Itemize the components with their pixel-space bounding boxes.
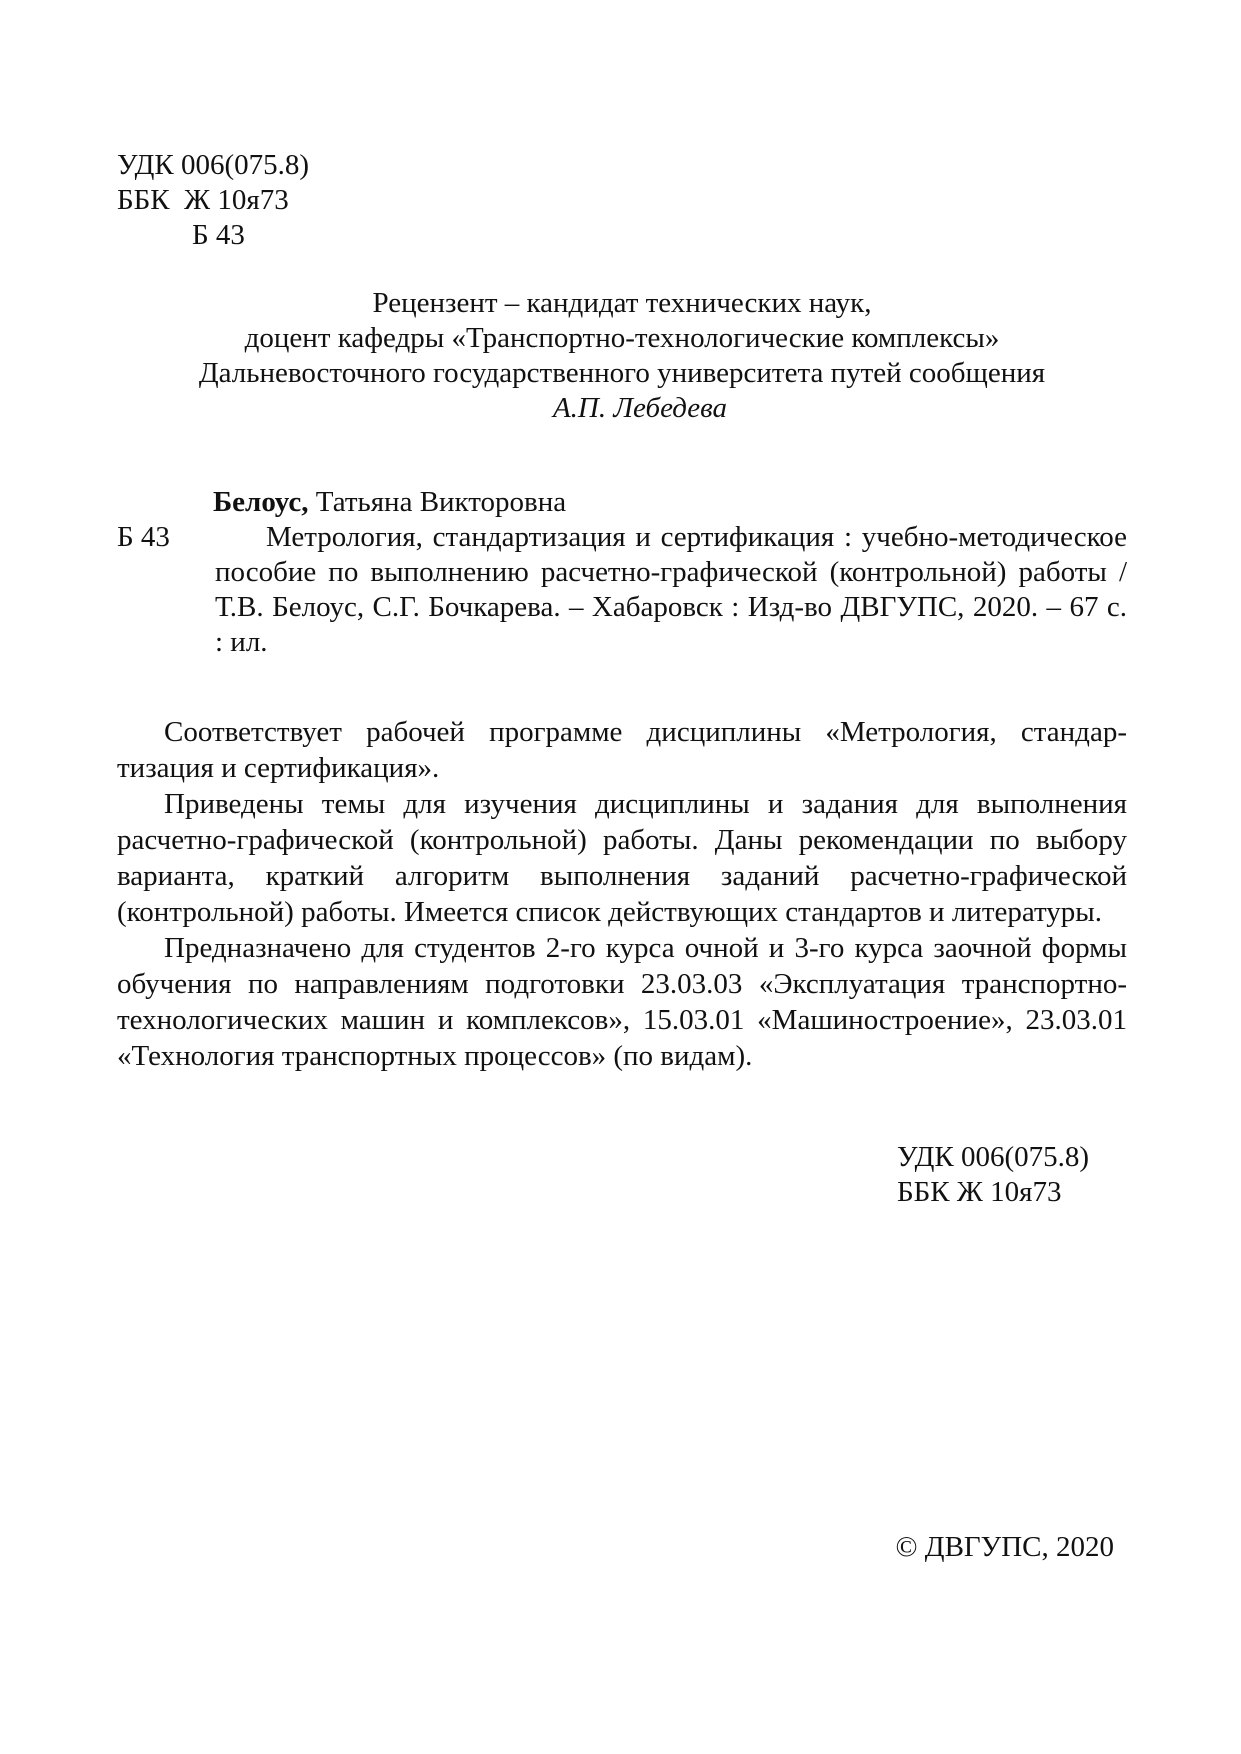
reviewer-line-2: доцент кафедры «Транспортно-технологические комплексы» <box>244 322 1000 354</box>
reviewer-line-1: Рецензент – кандидат технических наук, <box>372 287 872 319</box>
classification-codes-top <box>117 148 309 253</box>
annotation-paragraph: Соответствует рабочей программе дисциплины «Метрология, стандартизация и сертификация». <box>117 716 1127 784</box>
reviewer-name: А.П. Лебедева <box>552 392 728 424</box>
author-surname: Белоус, <box>213 486 309 518</box>
annotation-paragraph: Предназначено для студентов 2-го курса очной и 3-го курса заочной формы обучения по направлениям подготовки 23.03.03 «Эксплуатация транспортно-технологических машин и комплексов», 15.03.01 «Машиностроение», 23.03.01 «Технология транспортных процессов» (по видам). <box>117 932 1127 1072</box>
udk-code: УДК 006(075.8) <box>117 149 310 181</box>
annotation <box>117 714 1127 1074</box>
reviewer-line-3: Дальневосточного государственного университета путей сообщения <box>198 357 1046 389</box>
shelf-code: Б 43 <box>192 219 245 251</box>
annotation-paragraph: Приведены темы для изучения дисциплины и задания для выполнения расчетно-графической (контрольной) работы. Даны рекомендации по выбору варианта, краткий алгоритм выполнения заданий расчетно-графической (контрольной) работы. Имеется список действующих стандартов и литературы. <box>117 788 1127 928</box>
copyright-notice: © ДВГУПС, 2020 <box>895 1531 1114 1563</box>
bibliographic-entry <box>117 520 1127 660</box>
reviewer-block <box>117 286 1127 426</box>
bibliographic-record <box>117 485 1127 660</box>
author-given-name: Татьяна Викторовна <box>308 486 567 518</box>
classification-codes-bottom <box>897 1140 1089 1210</box>
udk-code-bottom: УДК 006(075.8) <box>897 1141 1090 1173</box>
entry-shelf-mark: Б 43 <box>117 521 170 553</box>
author-line <box>117 485 1127 520</box>
bbk-code: ББК Ж 10я73 <box>117 184 289 216</box>
bbk-code-bottom: ББК Ж 10я73 <box>897 1176 1062 1208</box>
entry-description: Метрология, стандартизация и сертификация : учебно-методическое пособие по выполнению расчетно-графической (контрольной) работы / Т.В. Белоус, С.Г. Бочкарева. – Хабаровск : Изд-во ДВГУПС, 2020. – 67 с. : ил. <box>215 521 1127 658</box>
